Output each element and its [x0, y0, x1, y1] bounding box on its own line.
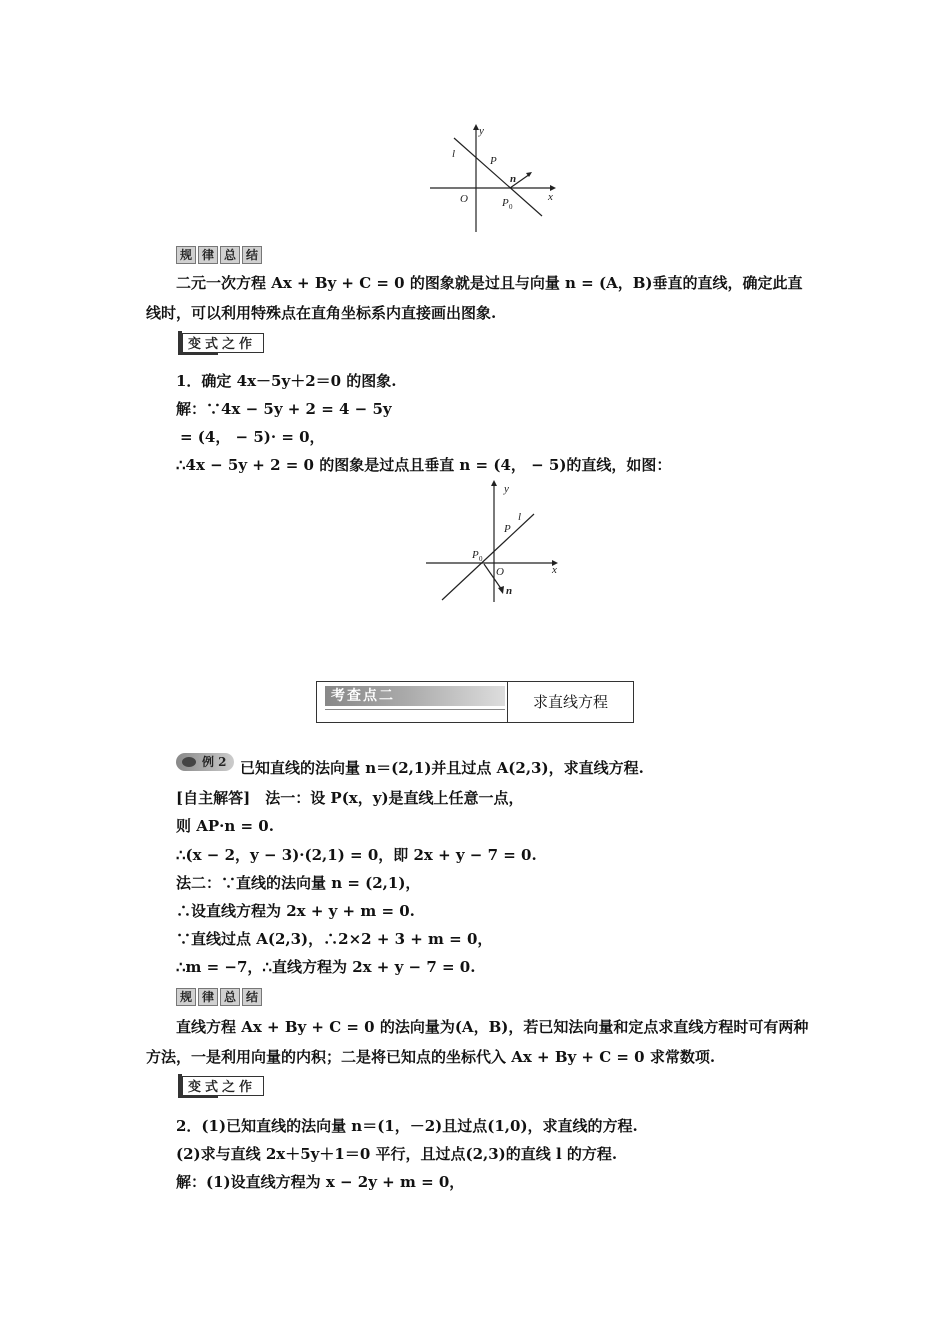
figure-line-normal-vector-2 [420, 480, 566, 604]
badge-char: 结 [242, 246, 262, 264]
badge-char: 规 [176, 988, 196, 1006]
solution-line: 则 AP·n = 0. [176, 817, 274, 835]
label-x: x [548, 191, 553, 203]
question-1-solution-line: = (4， − 5)· = 0， [180, 428, 325, 446]
solution-line: ∴(x − 2，y − 3)·(2,1) = 0，即 2x + y − 7 = 0. [176, 846, 537, 864]
question-1-solution-line: 解：∵4x − 5y + 2 = 4 − 5y [176, 400, 392, 418]
badge-char: 结 [242, 988, 262, 1006]
rule-summary-text: 二元一次方程 Ax + By + C = 0 的图象就是过且与向量 n = (A，B)垂直的直线，确定此直线时，可以利用特殊点在直角坐标系内直接画出图象. [146, 274, 803, 322]
question-1-title: 1．确定 4x－5y＋2＝0 的图象. [176, 372, 397, 390]
solution-line: ∴m = −7，∴直线方程为 2x + y − 7 = 0. [176, 958, 476, 976]
question-2-solution-line: 解：(1)设直线方程为 x − 2y + m = 0， [176, 1173, 465, 1191]
question-2-subquestion: (2)求与直线 2x＋5y＋1＝0 平行，且过点(2,3)的直线 l 的方程. [176, 1145, 618, 1163]
vector-n-arrow [498, 586, 504, 594]
label-O: O [460, 193, 468, 205]
section-tag: 考查点二 [325, 686, 505, 706]
label-P0-sub: 0 [479, 555, 483, 563]
label-P0: P [502, 197, 509, 209]
label-l: l [518, 511, 522, 523]
rule-summary-badge [176, 246, 262, 264]
label-P0-sub: 0 [509, 203, 513, 211]
badge-char: 律 [198, 246, 218, 264]
badge-char: 总 [220, 988, 240, 1006]
rule-summary-text: 直线方程 Ax + By + C = 0 的法向量为(A，B)，若已知法向量和定点求直线方程时可有两种方法，一是利用向量的内积；二是将已知点的坐标代入 Ax + By + C = 0 求常数项. [146, 1018, 809, 1066]
label-P0: P [472, 549, 479, 561]
figure-line-normal-vector-1 [420, 124, 560, 234]
label-O: O [496, 566, 504, 578]
label-x: x [552, 564, 557, 576]
variant-badge: 变式之作 [176, 331, 264, 355]
label-P: P [504, 523, 511, 535]
solution-line: ∴设直线方程为 2x + y + m = 0. [176, 902, 415, 920]
example-text: 已知直线的法向量 n＝(2,1)并且过点 A(2,3)，求直线方程. [240, 759, 644, 777]
line-l [442, 514, 534, 600]
label-n: n [510, 173, 517, 185]
rule-summary-badge [176, 988, 262, 1006]
label-y: y [479, 125, 484, 137]
variant-badge: 变式之作 [176, 1074, 264, 1098]
question-2-title: 2．(1)已知直线的法向量 n＝(1，－2)且过点(1,0)，求直线的方程. [176, 1117, 638, 1135]
y-axis-arrow [491, 480, 497, 486]
solution-line: [自主解答] 法一：设 P(x，y)是直线上任意一点， [176, 789, 524, 807]
badge-char: 规 [176, 246, 196, 264]
solution-line: ∵直线过点 A(2,3)，∴2×2 + 3 + m = 0， [176, 930, 493, 948]
label-P: P [490, 155, 497, 167]
section-header-box [316, 681, 634, 723]
label-y: y [504, 483, 509, 495]
pen-icon [182, 757, 196, 767]
section-title: 求直线方程 [532, 693, 608, 711]
label-n: n [506, 585, 513, 597]
question-1-solution-line: ∴4x − 5y + 2 = 0 的图象是过点且垂直 n = (4， − 5)的直线，如图： [176, 456, 672, 474]
label-l: l [452, 148, 456, 160]
example-badge: 例 2 [176, 753, 234, 771]
solution-line: 法二：∵直线的法向量 n = (2,1)， [176, 874, 421, 892]
badge-char: 总 [220, 246, 240, 264]
badge-char: 律 [198, 988, 218, 1006]
